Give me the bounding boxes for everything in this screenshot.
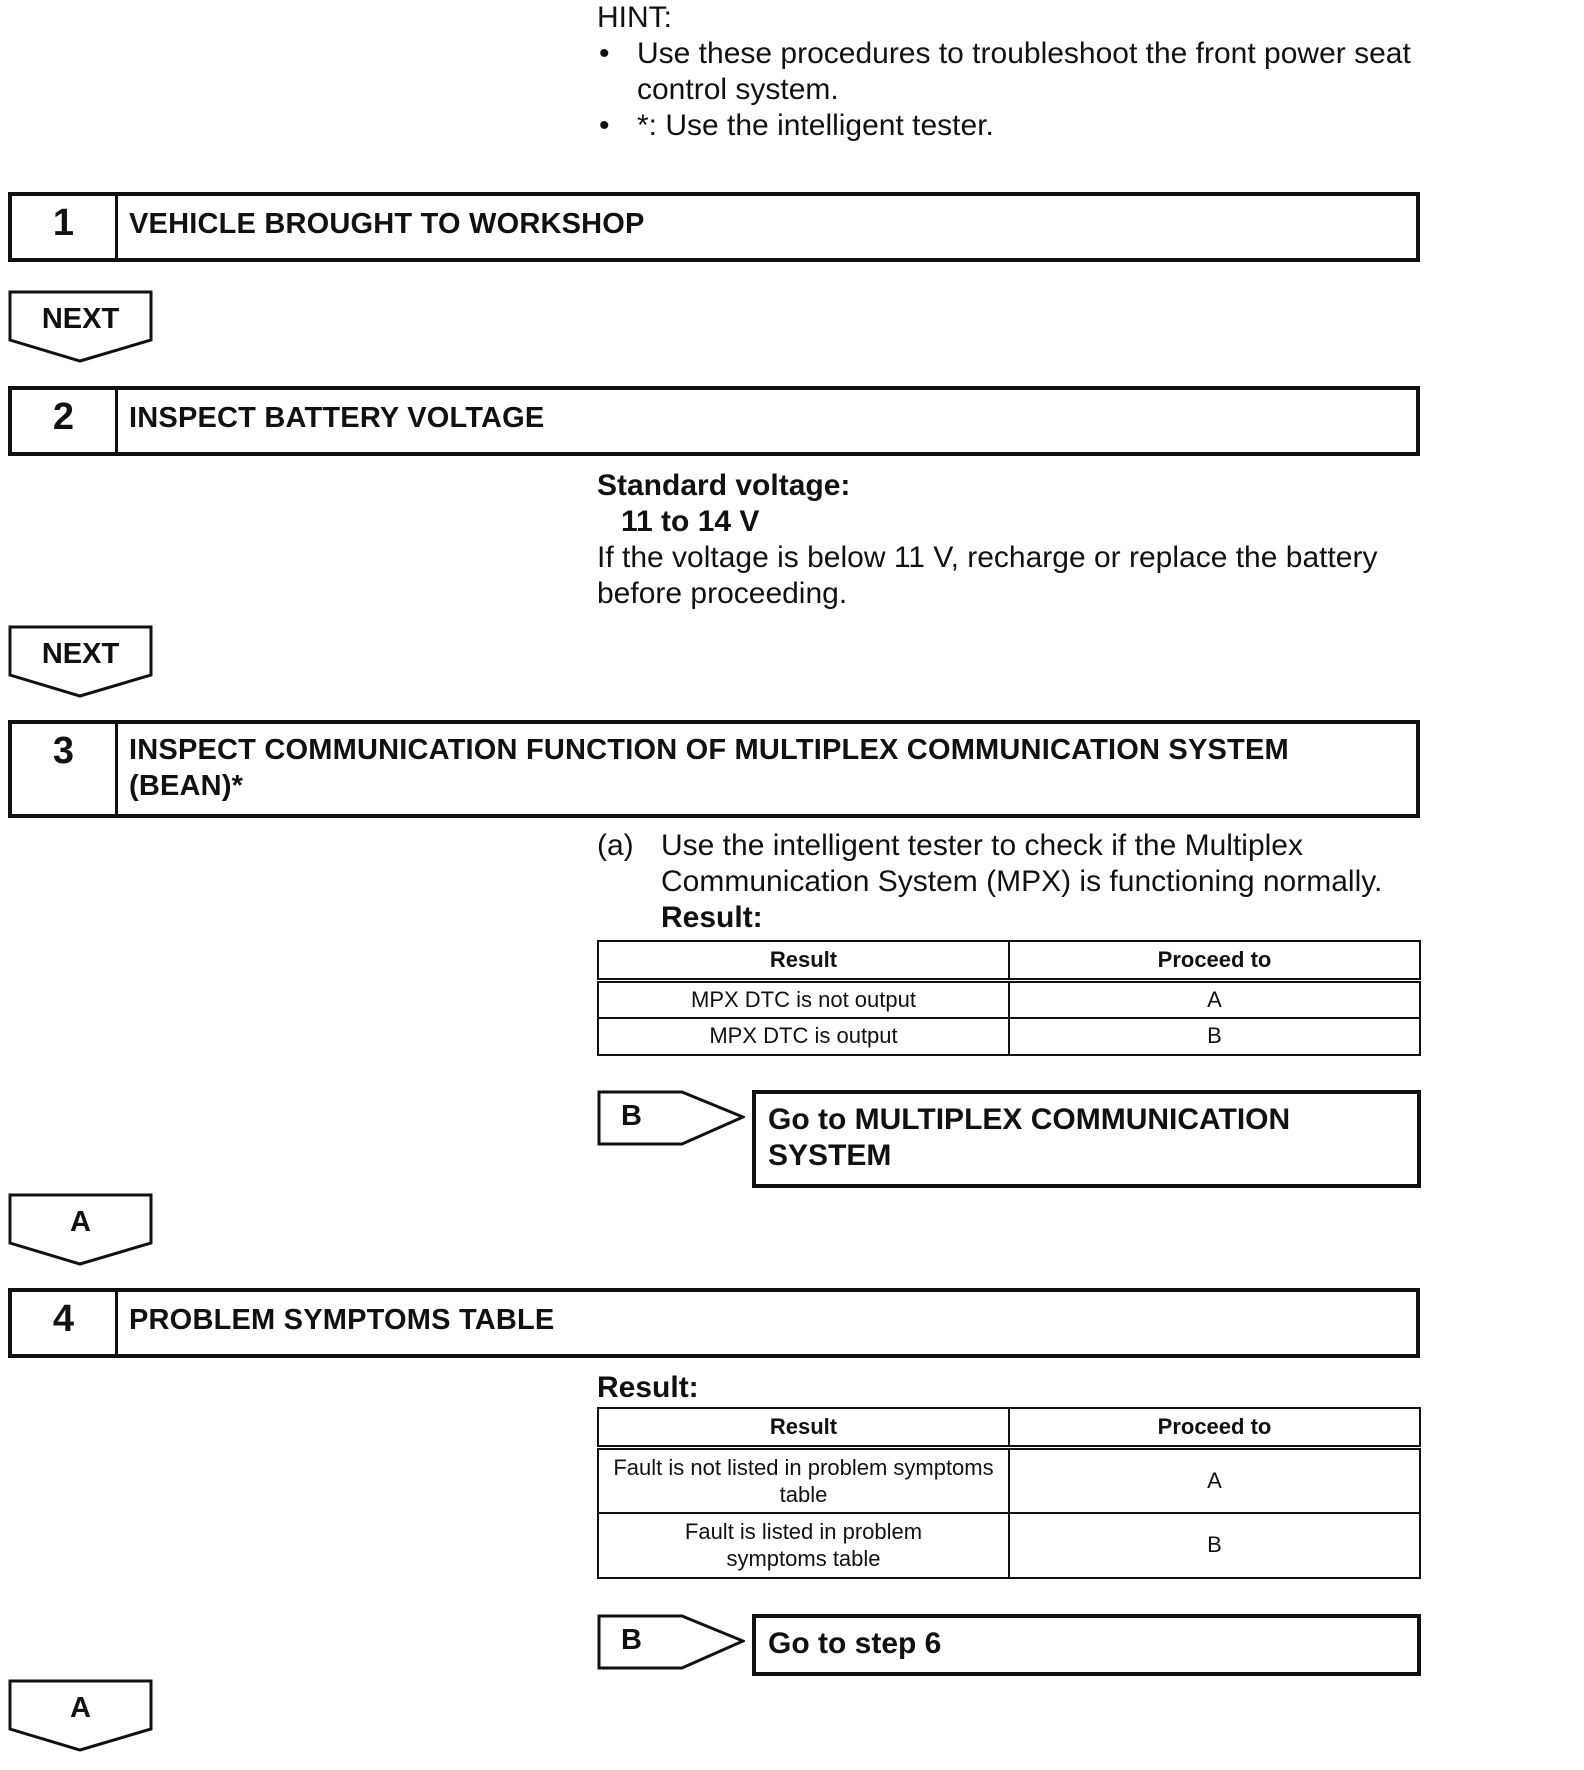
step-title: INSPECT BATTERY VOLTAGE <box>129 402 545 434</box>
table-cell: B <box>1009 1513 1420 1578</box>
a-label: A <box>70 1206 91 1238</box>
standard-voltage-label: Standard voltage: <box>597 469 851 502</box>
table-cell: A <box>1009 1448 1420 1513</box>
next-label: NEXT <box>41 638 120 670</box>
arrow-right-icon <box>597 1614 745 1672</box>
item-text: Use the intelligent tester to check if the Multiplex Communication System (MPX) is functioning normally. <box>661 829 1383 898</box>
step-3-item <box>597 828 1437 936</box>
table-cell: Fault is not listed in problem symptoms table <box>598 1448 1009 1513</box>
next-arrow-1 <box>8 290 153 364</box>
step-2-header <box>8 386 1420 456</box>
a-arrow-1 <box>8 1193 153 1267</box>
branch-b-arrow <box>597 1614 745 1672</box>
column-header: Result <box>598 941 1009 981</box>
branch-target-text: Go to MULTIPLEX COMMUNICATION SYSTEM <box>768 1103 1291 1172</box>
a-arrow-2 <box>8 1679 153 1753</box>
hint-list <box>597 36 1437 144</box>
branch-target-text: Go to step 6 <box>768 1627 942 1660</box>
branch-b-arrow <box>597 1090 745 1148</box>
table-row <box>598 981 1420 1018</box>
table-cell: MPX DTC is output <box>598 1018 1009 1055</box>
table-cell: B <box>1009 1018 1420 1055</box>
step-title: PROBLEM SYMPTOMS TABLE <box>129 1304 555 1336</box>
hint-item: • Use these procedures to troubleshoot the front power seat control system. <box>597 36 1437 108</box>
table-header-row <box>598 941 1420 981</box>
table-cell: MPX DTC is not output <box>598 981 1009 1018</box>
a-label: A <box>70 1692 91 1724</box>
next-arrow-2 <box>8 625 153 699</box>
result-label: Result: <box>661 901 763 934</box>
result-label: Result: <box>597 1371 699 1404</box>
branch-target-box <box>752 1090 1421 1188</box>
next-label: NEXT <box>41 303 120 335</box>
hint-section <box>597 0 1437 144</box>
table-cell: A <box>1009 981 1420 1018</box>
step-3-header <box>8 720 1420 818</box>
step-1-header <box>8 192 1420 262</box>
table-row <box>598 1513 1420 1578</box>
hint-label: HINT: <box>597 1 672 34</box>
item-marker: (a) <box>597 829 634 862</box>
step-3-result-table <box>597 940 1421 1056</box>
step-4-result-table <box>597 1407 1421 1579</box>
table-row <box>598 1018 1420 1055</box>
arrow-right-icon <box>597 1090 745 1148</box>
table-header-row <box>598 1408 1420 1448</box>
step-number: 3 <box>12 724 118 814</box>
column-header: Result <box>598 1408 1009 1448</box>
step-number: 1 <box>12 196 118 258</box>
table-cell: Fault is listed in problem symptoms table <box>598 1513 1009 1578</box>
standard-voltage-value: 11 to 14 V <box>621 505 760 538</box>
branch-label: B <box>621 1100 642 1132</box>
voltage-note: If the voltage is below 11 V, recharge or replace the battery before proceeding. <box>597 541 1378 610</box>
step-number: 2 <box>12 390 118 452</box>
step-2-body <box>597 468 1437 612</box>
column-header: Proceed to <box>1009 941 1420 981</box>
table-row <box>598 1448 1420 1513</box>
branch-label: B <box>621 1624 642 1656</box>
step-number: 4 <box>12 1292 118 1354</box>
step-title: VEHICLE BROUGHT TO WORKSHOP <box>129 208 645 240</box>
column-header: Proceed to <box>1009 1408 1420 1448</box>
hint-item: • *: Use the intelligent tester. <box>597 108 1437 144</box>
branch-target-box <box>752 1614 1421 1676</box>
step-4-header <box>8 1288 1420 1358</box>
step-title: INSPECT COMMUNICATION FUNCTION OF MULTIPLEX COMMUNICATION SYSTEM (BEAN)* <box>129 734 1289 802</box>
